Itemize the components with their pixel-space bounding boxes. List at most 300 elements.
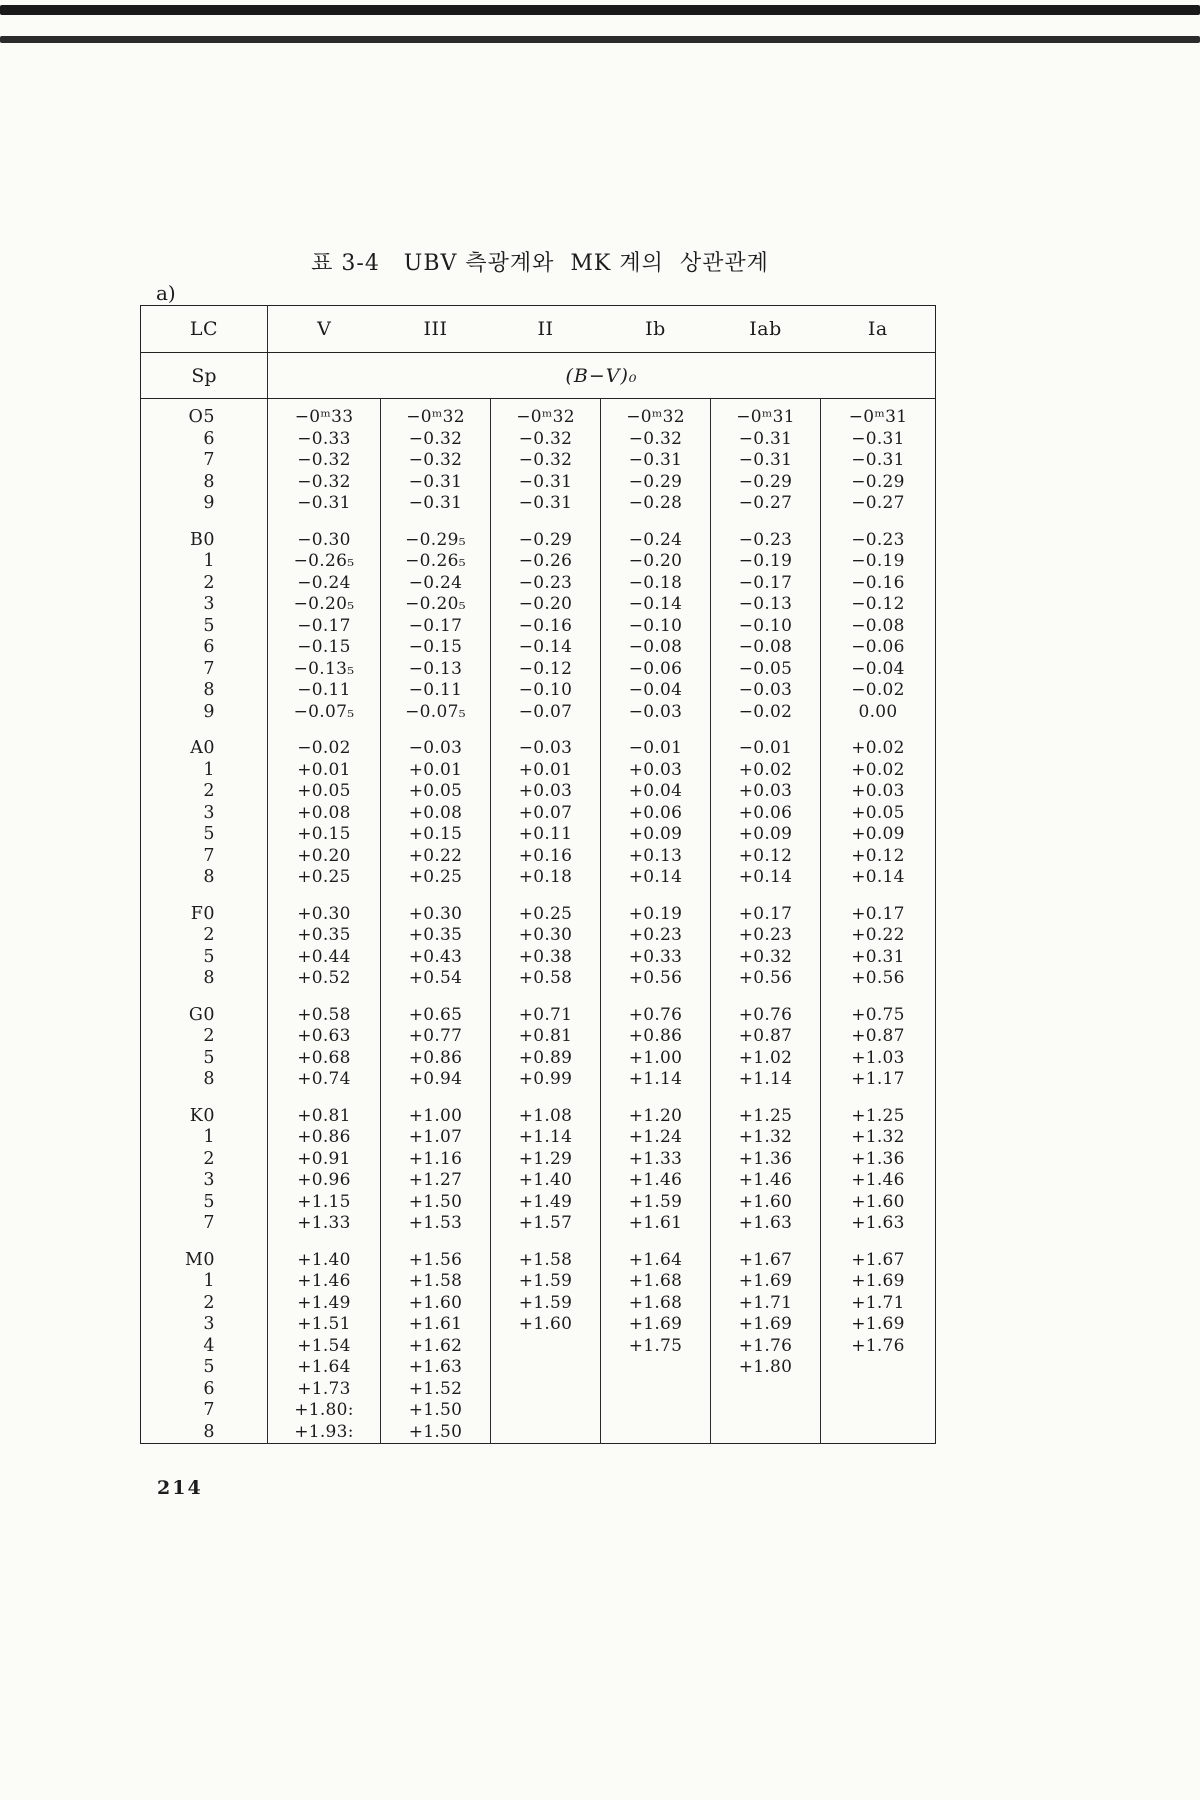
value-cell: +1.02 (711, 1048, 821, 1070)
value-cell: +1.32 (711, 1127, 821, 1149)
sp-label: 8 (203, 471, 215, 492)
sp-label: 2 (203, 572, 215, 593)
value-cell: +1.53 (381, 1213, 491, 1235)
value-cell: +1.58 (381, 1271, 491, 1293)
value-cell: +1.20 (601, 1091, 711, 1128)
value-cell: −0.03 (491, 723, 601, 760)
value-cell: −0ᵐ31 (821, 399, 936, 429)
value-cell: +0.71 (491, 990, 601, 1027)
value-cell: −0.23 (491, 573, 601, 595)
value-cell: +0.16 (491, 846, 601, 868)
value-cell: +1.64 (601, 1235, 711, 1272)
value-cell: +0.03 (491, 781, 601, 803)
table-row (141, 1336, 936, 1358)
sp-label: 1 (203, 1271, 215, 1291)
value-cell (491, 1422, 601, 1444)
value-cell (821, 1379, 936, 1401)
value-cell: +1.03 (821, 1048, 936, 1070)
value-cell: +0.04 (601, 781, 711, 803)
scan-artifact-second-bar (0, 36, 1200, 43)
value-cell: +1.60 (711, 1192, 821, 1214)
value-cell: +0.35 (381, 925, 491, 947)
sp-label: 5 (203, 946, 215, 967)
value-cell: +0.05 (268, 781, 381, 803)
table-row (141, 1422, 936, 1444)
value-cell: +0.06 (601, 803, 711, 825)
sp-label: 5 (203, 1191, 215, 1212)
table-row (141, 1379, 936, 1401)
sp-label: 7 (203, 1213, 215, 1233)
header-col-iab: Iab (711, 306, 821, 353)
value-cell: +0.74 (268, 1069, 381, 1091)
table-row (141, 1213, 936, 1235)
subheader-row (141, 353, 936, 399)
value-cell: +0.30 (268, 889, 381, 926)
value-cell: +0.08 (381, 803, 491, 825)
table-row (141, 637, 936, 659)
table-row (141, 450, 936, 472)
value-cell: −0.15 (268, 637, 381, 659)
value-cell: −0.04 (821, 659, 936, 681)
value-cell: −0.19 (821, 551, 936, 573)
value-cell: +0.68 (268, 1048, 381, 1070)
value-cell: −0.24 (381, 573, 491, 595)
value-cell: +1.24 (601, 1127, 711, 1149)
header-col-iii: III (381, 306, 491, 353)
value-cell: +0.01 (268, 760, 381, 782)
value-cell: +0.96 (268, 1170, 381, 1192)
value-cell: +0.22 (821, 925, 936, 947)
value-cell: +1.67 (711, 1235, 821, 1272)
value-cell: +0.23 (711, 925, 821, 947)
value-cell: +0.03 (711, 781, 821, 803)
table-row (141, 1271, 936, 1293)
value-cell: +0.18 (491, 867, 601, 889)
value-cell: +0.91 (268, 1149, 381, 1171)
table-row (141, 1400, 936, 1422)
sp-label: 8 (203, 680, 215, 700)
value-cell: −0.31 (381, 472, 491, 494)
value-cell: −0.15 (381, 637, 491, 659)
header-lc: LC (141, 306, 268, 353)
value-cell: −0.31 (491, 472, 601, 494)
value-cell: +1.46 (601, 1170, 711, 1192)
value-cell: +1.00 (601, 1048, 711, 1070)
sp-label: M0 (184, 1249, 215, 1270)
value-cell: +0.94 (381, 1069, 491, 1091)
table-row (141, 1293, 936, 1315)
value-cell: −0.08 (821, 616, 936, 638)
sp-label: 8 (203, 1421, 215, 1442)
sp-label: G0 (188, 1004, 215, 1025)
table-row (141, 493, 936, 515)
value-cell: −0.10 (601, 616, 711, 638)
value-cell: +1.46 (268, 1271, 381, 1293)
value-cell: −0.04 (601, 680, 711, 702)
value-cell: +0.76 (711, 990, 821, 1027)
value-cell: +1.08 (491, 1091, 601, 1128)
value-cell: +0.01 (491, 760, 601, 782)
value-cell: +1.17 (821, 1069, 936, 1091)
value-cell: +1.59 (601, 1192, 711, 1214)
value-cell: +1.57 (491, 1213, 601, 1235)
header-row (141, 306, 936, 353)
value-cell: +1.62 (381, 1336, 491, 1358)
value-cell: +0.17 (711, 889, 821, 926)
value-cell: −0.13₅ (268, 659, 381, 681)
value-cell: +0.76 (601, 990, 711, 1027)
table-row (141, 846, 936, 868)
table-row (141, 1357, 936, 1379)
value-cell: +0.89 (491, 1048, 601, 1070)
value-cell: +1.07 (381, 1127, 491, 1149)
sp-label: 1 (203, 759, 215, 780)
value-cell: +1.71 (711, 1293, 821, 1315)
value-cell: +1.14 (601, 1069, 711, 1091)
value-cell: +0.13 (601, 846, 711, 868)
sp-label: 3 (203, 594, 215, 614)
value-cell: −0.32 (491, 429, 601, 451)
value-cell: −0.14 (601, 594, 711, 616)
value-cell (601, 1357, 711, 1379)
value-cell (711, 1379, 821, 1401)
table-row (141, 551, 936, 573)
value-cell: +0.25 (268, 867, 381, 889)
value-cell: −0.31 (821, 429, 936, 451)
value-cell: +1.69 (711, 1271, 821, 1293)
subheader-sp: Sp (141, 353, 268, 399)
value-cell: −0.12 (821, 594, 936, 616)
value-cell: +1.46 (821, 1170, 936, 1192)
value-cell: −0.16 (491, 616, 601, 638)
value-cell: +0.33 (601, 947, 711, 969)
value-cell: −0.27 (821, 493, 936, 515)
table-row (141, 803, 936, 825)
value-cell: −0.02 (268, 723, 381, 760)
value-cell: +0.86 (601, 1026, 711, 1048)
value-cell: +1.64 (268, 1357, 381, 1379)
value-cell: +0.30 (491, 925, 601, 947)
value-cell: +0.01 (381, 760, 491, 782)
sp-label: 6 (203, 637, 215, 657)
value-cell: +1.50 (381, 1400, 491, 1422)
value-cell: −0.32 (268, 472, 381, 494)
value-cell: +1.25 (711, 1091, 821, 1128)
header-col-v: V (268, 306, 381, 353)
value-cell: +1.75 (601, 1336, 711, 1358)
value-cell: +1.33 (268, 1213, 381, 1235)
value-cell: +1.68 (601, 1271, 711, 1293)
value-cell: +0.12 (711, 846, 821, 868)
value-cell: +0.86 (381, 1048, 491, 1070)
value-cell (491, 1400, 601, 1422)
sp-label: 1 (203, 1127, 215, 1147)
sp-label: B0 (190, 529, 215, 550)
value-cell: −0.08 (601, 637, 711, 659)
value-cell (491, 1379, 601, 1401)
value-cell: +1.49 (268, 1293, 381, 1315)
value-cell: −0.24 (268, 573, 381, 595)
value-cell: −0.31 (711, 429, 821, 451)
value-cell: +1.76 (821, 1336, 936, 1358)
table-row (141, 781, 936, 803)
value-cell: +1.69 (821, 1271, 936, 1293)
value-cell: +0.02 (821, 760, 936, 782)
value-cell: −0.07 (491, 702, 601, 724)
value-cell: +1.40 (268, 1235, 381, 1272)
value-cell: −0.05 (711, 659, 821, 681)
value-cell: +1.27 (381, 1170, 491, 1192)
value-cell: −0.17 (711, 573, 821, 595)
value-cell: −0.31 (601, 450, 711, 472)
value-cell: +0.02 (711, 760, 821, 782)
value-cell: +0.32 (711, 947, 821, 969)
value-cell: −0.18 (601, 573, 711, 595)
table-row (141, 824, 936, 846)
sp-label: 9 (203, 493, 215, 513)
value-cell: +0.87 (711, 1026, 821, 1048)
value-cell: −0.10 (491, 680, 601, 702)
value-cell: +1.14 (491, 1127, 601, 1149)
value-cell: +1.60 (491, 1314, 601, 1336)
value-cell: +0.03 (821, 781, 936, 803)
table-row (141, 702, 936, 724)
table-row (141, 1192, 936, 1214)
value-cell: +0.25 (491, 889, 601, 926)
value-cell: −0.02 (711, 702, 821, 724)
value-cell: −0.26₅ (381, 551, 491, 573)
value-cell: −0.31 (711, 450, 821, 472)
table-row (141, 399, 936, 429)
table-row (141, 1149, 936, 1171)
value-cell: −0.20₅ (381, 594, 491, 616)
table-row (141, 429, 936, 451)
value-cell: −0ᵐ32 (601, 399, 711, 429)
table-row (141, 616, 936, 638)
value-cell: −0.03 (601, 702, 711, 724)
value-cell (821, 1422, 936, 1444)
value-cell: −0.26 (491, 551, 601, 573)
value-cell: −0.32 (268, 450, 381, 472)
value-cell: −0.23 (711, 515, 821, 552)
sp-label: 7 (203, 450, 215, 470)
value-cell: +0.58 (268, 990, 381, 1027)
sp-label: 6 (203, 428, 215, 449)
sp-label: 3 (203, 1314, 215, 1334)
value-cell: +1.52 (381, 1379, 491, 1401)
value-cell: +1.93: (268, 1422, 381, 1444)
value-cell (491, 1357, 601, 1379)
value-cell: +1.69 (821, 1314, 936, 1336)
sp-label: 3 (203, 1170, 215, 1190)
sp-label: 2 (203, 1292, 215, 1313)
value-cell (711, 1400, 821, 1422)
sp-label: F0 (190, 903, 215, 924)
sp-label: O5 (188, 407, 215, 427)
value-cell: −0.29 (601, 472, 711, 494)
value-cell: −0.16 (821, 573, 936, 595)
value-cell: −0.17 (381, 616, 491, 638)
value-cell: −0.06 (601, 659, 711, 681)
table-row (141, 680, 936, 702)
value-cell: +1.51 (268, 1314, 381, 1336)
value-cell: −0.32 (491, 450, 601, 472)
value-cell: −0.32 (381, 429, 491, 451)
value-cell (711, 1422, 821, 1444)
sp-label: 1 (203, 551, 215, 571)
sp-label: 9 (203, 701, 215, 722)
value-cell: −0.02 (821, 680, 936, 702)
header-col-ia: Ia (821, 306, 936, 353)
sp-label: 8 (203, 968, 215, 988)
value-cell: +1.59 (491, 1271, 601, 1293)
sp-label: 4 (203, 1335, 215, 1356)
value-cell: −0.14 (491, 637, 601, 659)
value-cell: −0.23 (821, 515, 936, 552)
value-cell: +1.60 (381, 1293, 491, 1315)
value-cell: +0.23 (601, 925, 711, 947)
value-cell: +0.07 (491, 803, 601, 825)
table-row (141, 1235, 936, 1272)
value-cell: +1.61 (601, 1213, 711, 1235)
value-cell: +0.20 (268, 846, 381, 868)
value-cell: +1.49 (491, 1192, 601, 1214)
value-cell: −0.01 (601, 723, 711, 760)
value-cell: −0.01 (711, 723, 821, 760)
table-title: 표 3-4 UBV 측광계와 MK 계의 상관관계 (311, 251, 769, 276)
value-cell: −0.26₅ (268, 551, 381, 573)
value-cell: −0ᵐ32 (491, 399, 601, 429)
table-row (141, 889, 936, 926)
value-cell: +0.22 (381, 846, 491, 868)
value-cell: −0.07₅ (381, 702, 491, 724)
table-row (141, 947, 936, 969)
value-cell: +0.54 (381, 968, 491, 990)
value-cell: +0.52 (268, 968, 381, 990)
value-cell: −0.29₅ (381, 515, 491, 552)
value-cell: −0.28 (601, 493, 711, 515)
table-row (141, 1314, 936, 1336)
section-label: a) (156, 281, 176, 305)
table-row (141, 659, 936, 681)
value-cell: −0.24 (601, 515, 711, 552)
table-body (141, 399, 936, 1444)
page-number: 214 (157, 1477, 203, 1499)
sp-label: 8 (203, 867, 215, 887)
value-cell: +0.14 (711, 867, 821, 889)
table-row (141, 1170, 936, 1192)
value-cell: +1.73 (268, 1379, 381, 1401)
value-cell: −0.31 (381, 493, 491, 515)
table-row (141, 1127, 936, 1149)
value-cell: +0.05 (381, 781, 491, 803)
table-row (141, 925, 936, 947)
value-cell: +1.40 (491, 1170, 601, 1192)
sp-label: 5 (203, 1357, 215, 1377)
sp-label: 7 (203, 658, 215, 679)
value-cell: +0.06 (711, 803, 821, 825)
value-cell: +1.76 (711, 1336, 821, 1358)
value-cell: −0.27 (711, 493, 821, 515)
value-cell: −0.29 (821, 472, 936, 494)
sp-label: 7 (203, 845, 215, 866)
value-cell: +0.12 (821, 846, 936, 868)
value-cell: +1.50 (381, 1422, 491, 1444)
value-cell: −0.31 (268, 493, 381, 515)
value-cell: −0.29 (491, 515, 601, 552)
value-cell: +1.29 (491, 1149, 601, 1171)
value-cell: +1.36 (821, 1149, 936, 1171)
value-cell (821, 1400, 936, 1422)
sp-label: 2 (203, 1026, 215, 1046)
table-row (141, 594, 936, 616)
value-cell: −0.06 (821, 637, 936, 659)
value-cell (601, 1400, 711, 1422)
value-cell: +0.86 (268, 1127, 381, 1149)
value-cell: +0.08 (268, 803, 381, 825)
value-cell: −0.11 (381, 680, 491, 702)
value-cell: +0.63 (268, 1026, 381, 1048)
value-cell: +0.65 (381, 990, 491, 1027)
sp-label: 8 (203, 1069, 215, 1089)
sp-label: 5 (203, 1047, 215, 1068)
ubv-mk-correlation-table (140, 305, 936, 1444)
value-cell: −0.13 (381, 659, 491, 681)
table-row (141, 723, 936, 760)
value-cell: −0.12 (491, 659, 601, 681)
value-cell: +1.46 (711, 1170, 821, 1192)
value-cell: −0.10 (711, 616, 821, 638)
table-row (141, 968, 936, 990)
value-cell: −0.31 (821, 450, 936, 472)
value-cell: +0.30 (381, 889, 491, 926)
value-cell: −0.31 (491, 493, 601, 515)
value-cell: +0.44 (268, 947, 381, 969)
value-cell: +1.14 (711, 1069, 821, 1091)
value-cell: −0.03 (711, 680, 821, 702)
value-cell: +0.75 (821, 990, 936, 1027)
value-cell: +0.11 (491, 824, 601, 846)
value-cell: −0.29 (711, 472, 821, 494)
sp-label: A0 (190, 738, 215, 758)
sp-label: 7 (203, 1400, 215, 1420)
value-cell: +0.14 (821, 867, 936, 889)
value-cell: −0.30 (268, 515, 381, 552)
value-cell: −0.33 (268, 429, 381, 451)
value-cell: −0.03 (381, 723, 491, 760)
scan-artifact-top-bar (0, 5, 1200, 15)
value-cell: +0.77 (381, 1026, 491, 1048)
table-row (141, 515, 936, 552)
value-cell: +1.67 (821, 1235, 936, 1272)
value-cell (601, 1422, 711, 1444)
value-cell: +0.35 (268, 925, 381, 947)
value-cell: −0.08 (711, 637, 821, 659)
value-cell: +1.80 (711, 1357, 821, 1379)
value-cell: +1.68 (601, 1293, 711, 1315)
value-cell: +0.14 (601, 867, 711, 889)
value-cell: +0.43 (381, 947, 491, 969)
value-cell: −0.19 (711, 551, 821, 573)
value-cell: +0.15 (381, 824, 491, 846)
value-cell: −0ᵐ33 (268, 399, 381, 429)
value-cell: +1.58 (491, 1235, 601, 1272)
table-row (141, 1048, 936, 1070)
value-cell: −0.20 (601, 551, 711, 573)
value-cell: +0.31 (821, 947, 936, 969)
sp-label: 5 (203, 824, 215, 844)
value-cell: +0.56 (601, 968, 711, 990)
